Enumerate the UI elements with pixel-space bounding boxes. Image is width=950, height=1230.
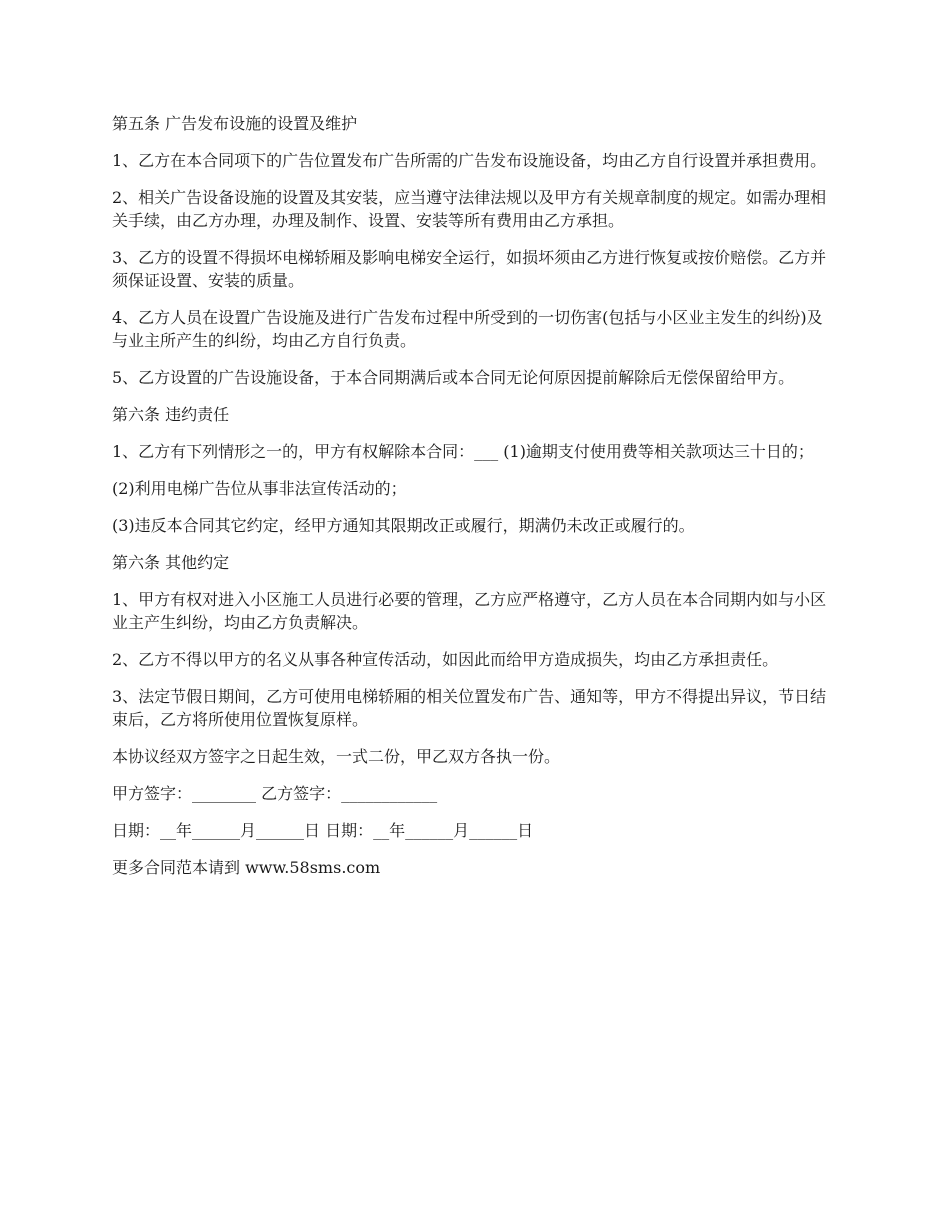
- document-body: [112, 112, 837, 893]
- clause-5-4: 4、乙方人员在设置广告设施及进行广告发布过程中所受到的一切伤害(包括与小区业主发生的纠纷)及与业主所产生的纠纷，均由乙方自行负责。: [112, 308, 823, 350]
- clause-other-2: 2、乙方不得以甲方的名义从事各种宣传活动，如因此而给甲方造成损失，均由乙方承担责任。: [112, 650, 779, 669]
- effective-clause: 本协议经双方签字之日起生效，一式二份，甲乙双方各执一份。: [112, 747, 561, 766]
- clause-5-3: 3、乙方的设置不得损坏电梯轿厢及影响电梯安全运行，如损坏须由乙方进行恢复或按价赔偿。乙方并须保证设置、安装的质量。: [112, 248, 827, 290]
- clause-5-2: 2、相关广告设备设施的设置及其安装，应当遵守法律法规以及甲方有关规章制度的规定。如需办理相关手续，由乙方办理，办理及制作、设置、安装等所有费用由乙方承担。: [112, 188, 827, 230]
- clause-5-5: 5、乙方设置的广告设施设备，于本合同期满后或本合同无论何原因提前解除后无偿保留给甲方。: [112, 368, 795, 387]
- clause-6-1-item-3: (3)违反本合同其它约定，经甲方通知其限期改正或履行，期满仍未改正或履行的。: [112, 516, 695, 535]
- clause-other-3: 3、法定节假日期间，乙方可使用电梯轿厢的相关位置发布广告、通知等，甲方不得提出异议，节日结束后，乙方将所使用位置恢复原样。: [112, 687, 827, 729]
- footer-link-text: 更多合同范本请到 www.58sms.com: [112, 858, 381, 877]
- clause-6-1-item-2: (2)利用电梯广告位从事非法宣传活动的；: [112, 479, 407, 498]
- date-line: 日期：__年______月______日 日期：__年______月______日: [112, 821, 534, 840]
- section-heading-5: 第五条 广告发布设施的设置及维护: [112, 114, 358, 133]
- section-heading-6-other: 第六条 其他约定: [112, 553, 230, 572]
- clause-6-1: 1、乙方有下列情形之一的，甲方有权解除本合同：___ (1)逾期支付使用费等相关款项达三十日的；: [112, 442, 814, 461]
- signature-line: 甲方签字：________ 乙方签字：____________: [112, 784, 438, 803]
- section-heading-6-liability: 第六条 违约责任: [112, 405, 230, 424]
- clause-5-1: 1、乙方在本合同项下的广告位置发布广告所需的广告发布设施设备，均由乙方自行设置并承担费用。: [112, 151, 827, 170]
- clause-other-1: 1、甲方有权对进入小区施工人员进行必要的管理，乙方应严格遵守，乙方人员在本合同期内如与小区业主产生纠纷，均由乙方负责解决。: [112, 590, 827, 632]
